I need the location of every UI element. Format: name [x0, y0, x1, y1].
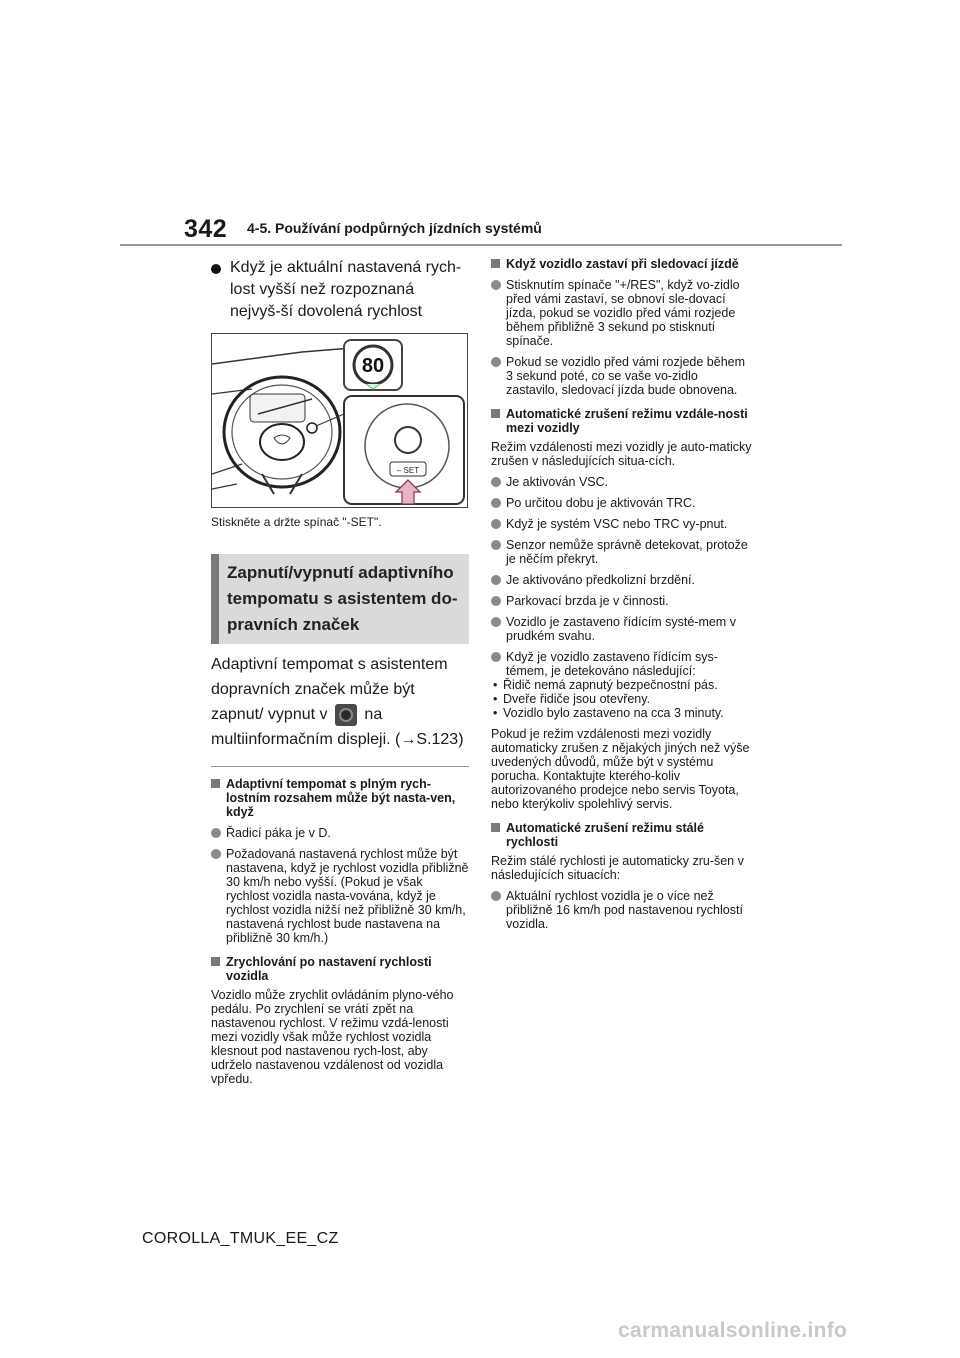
list-item: Po určitou dobu je aktivován TRC.	[491, 496, 753, 510]
left-column	[211, 250, 469, 1086]
list-item: Vozidlo je zastaveno řídícím systé-mem v prudkém svahu.	[491, 615, 753, 643]
bullet-dot-icon	[491, 891, 501, 901]
bullet-dot-icon	[491, 575, 501, 585]
subheading: Když vozidlo zastaví při sledovací jízdě	[491, 257, 753, 271]
set-switch-label: – SET	[396, 466, 420, 475]
sub-list-item: • Vozidlo bylo zastaveno na cca 3 minuty.	[493, 706, 724, 720]
right-column	[491, 250, 753, 931]
speed-sign-value: 80	[361, 355, 385, 377]
bullet-dot-icon	[491, 357, 501, 367]
bullet-dot-icon	[211, 264, 221, 274]
subheading: Zrychlování po nastavení rychlosti vozidla	[211, 955, 469, 983]
paragraph: Vozidlo může zrychlit ovládáním plyno-vého pedálu. Po zrychlení se vrátí zpět na nastavenou rychlost. V režimu vzdá-lenosti mezi vozidly však může rychlost vozidla klesnout pod nastavenou rych-lost, aby udrželo nastavenou vzdálenost od vozidla vpředu.	[211, 988, 454, 1086]
chapter-title: 4-5. Používání podpůrných jízdních systémů	[247, 220, 542, 236]
list-item: Aktuální rychlost vozidla je o více než přibližně 16 km/h pod nastavenou rychlostí vozidla.	[491, 889, 753, 931]
bullet-dot-icon	[491, 596, 501, 606]
bullet-dot-icon	[491, 477, 501, 487]
steering-wheel-illustration	[211, 333, 468, 508]
page-number: 342	[184, 215, 228, 243]
list-item: Pokud se vozidlo před vámi rozjede během 3 sekund poté, co se vaše vo-zidlo zastavilo, sledovací jízda bude obnovena.	[491, 355, 753, 397]
paragraph: Režim vzdálenosti mezi vozidly je auto-maticky zrušen v následujících situa-cích.	[491, 440, 752, 468]
subheading: Adaptivní tempomat s plným rych-lostním rozsahem může být nasta-ven, když	[211, 777, 469, 819]
list-item: Je aktivováno předkolizní brzdění.	[491, 573, 753, 587]
figure-caption: Stiskněte a držte spínač "-SET".	[211, 515, 382, 529]
subheading: Automatické zrušení režimu vzdále-nosti mezi vozidly	[491, 407, 753, 435]
sub-list-item: • Řidič nemá zapnutý bezpečnostní pás.	[493, 678, 718, 692]
main-bullet: Když je aktuální nastavená rych-lost vyšší než rozpoznaná nejvyš-ší dovolená rychlost	[211, 257, 469, 323]
list-item: Parkovací brzda je v činnosti.	[491, 594, 753, 608]
steering-wheel-drawing	[212, 334, 467, 507]
subheading: Automatické zrušení režimu stálé rychlosti	[491, 821, 753, 849]
bullet-dot-icon	[491, 498, 501, 508]
section-intro: Adaptivní tempomat s asistentem dopravních značek může být zapnut/ vypnut v na multiinformačním displeji. (→S.123)	[211, 656, 464, 748]
header-divider	[120, 244, 842, 246]
bullet-dot-icon	[211, 849, 221, 859]
list-item: Požadovaná nastavená rychlost může být nastavena, když je rychlost vozidla přibližně 30 km/h nebo vyšší. (Pokud je však rychlost vozidla nasta-vována, když je rychlost vozidla nižší než přibližně 30 km/h, nastavená rychlost bude nastavena na přibližně 30 km/h.)	[211, 847, 469, 945]
list-item: Senzor nemůže správně detekovat, protože je něčím překryt.	[491, 538, 753, 566]
bullet-dot-icon	[491, 280, 501, 290]
square-bullet-icon	[491, 259, 500, 268]
bullet-dot-icon	[491, 519, 501, 529]
document-id: COROLLA_TMUK_EE_CZ	[142, 1230, 339, 1247]
watermark: carmanualsonline.info	[618, 1319, 848, 1342]
list-item: Řadicí páka je v D.	[211, 826, 469, 840]
section-divider	[211, 766, 469, 767]
bullet-dot-icon	[211, 828, 221, 838]
paragraph: Režim stálé rychlosti je automaticky zru-šen v následujících situacích:	[491, 854, 744, 882]
square-bullet-icon	[211, 957, 220, 966]
square-bullet-icon	[211, 779, 220, 788]
list-item: Když je systém VSC nebo TRC vy-pnut.	[491, 517, 753, 531]
bullet-dot-icon	[491, 617, 501, 627]
gear-icon	[335, 704, 357, 726]
sub-list-item: • Dveře řidiče jsou otevřeny.	[493, 692, 651, 706]
square-bullet-icon	[491, 409, 500, 418]
bullet-dot-icon	[491, 652, 501, 662]
section-title: Zapnutí/vypnutí adaptivního tempomatu s asistentem do-pravních značek	[211, 554, 469, 644]
list-item: Stisknutím spínače "+/RES", když vo-zidlo před vámi zastaví, se obnoví sle-dovací jízda, pokud se vozidlo před vámi rozjede během přibližně 3 sekund po stisknutí spínače.	[491, 278, 753, 348]
list-item: Je aktivován VSC.	[491, 475, 753, 489]
square-bullet-icon	[491, 823, 500, 832]
bullet-dot-icon	[491, 540, 501, 550]
paragraph: Pokud je režim vzdálenosti mezi vozidly automaticky zrušen z nějakých jiných než výše uvedených důvodů, může být v systému porucha. Kontaktujte kterého-koliv autorizovaného prodejce nebo servis Toyota, nebo kterýkoliv spolehlivý servis.	[491, 727, 750, 811]
list-item: Když je vozidlo zastaveno řídícím sys-témem, je detekováno následující:	[491, 650, 753, 678]
